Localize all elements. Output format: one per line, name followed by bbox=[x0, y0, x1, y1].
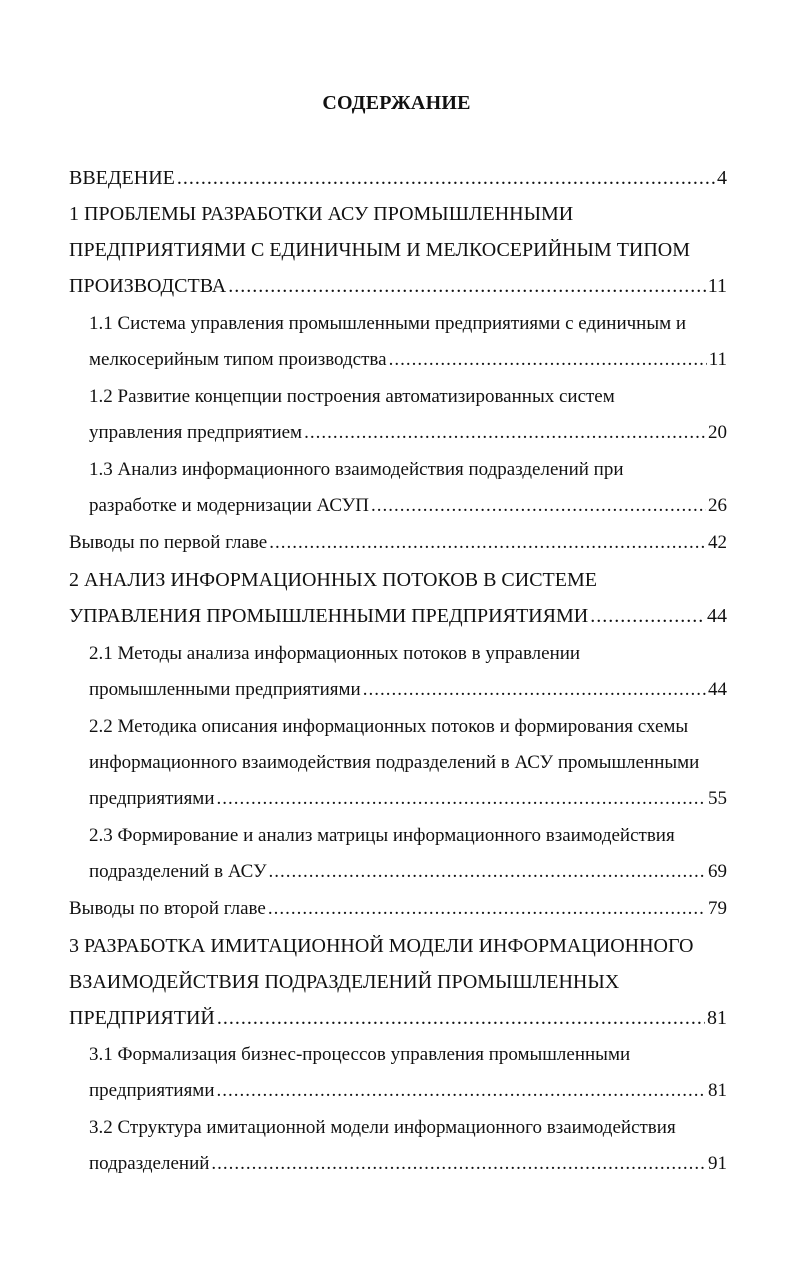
dot-leader bbox=[304, 415, 706, 451]
toc-entry-text: 2.3 Формирование и анализ матрицы информационного взаимодействия bbox=[89, 825, 675, 846]
toc-page-number: 11 bbox=[708, 349, 727, 370]
toc-entry-text: 1 ПРОБЛЕМЫ РАЗРАБОТКИ АСУ ПРОМЫШЛЕННЫМИ bbox=[69, 203, 574, 225]
toc-entry-text: 3 РАЗРАБОТКА ИМИТАЦИОННОЙ МОДЕЛИ ИНФОРМАЦИОННОГО bbox=[69, 935, 694, 957]
toc-entry-text: Выводы по первой главе bbox=[69, 532, 268, 553]
toc-entry-text: предприятиями bbox=[89, 788, 215, 809]
toc-entry-text: ВВЕДЕНИЕ bbox=[69, 167, 175, 189]
toc-entry-text: ПРЕДПРИЯТИЯМИ С ЕДИНИЧНЫМ И МЕЛКОСЕРИЙНЫМ ТИПОМ bbox=[69, 239, 691, 261]
toc-entry-section-1-3-line-2[interactable] bbox=[89, 488, 727, 524]
toc-entry-text: подразделений bbox=[89, 1153, 210, 1174]
toc-entry-section-2-1-line-1[interactable] bbox=[89, 636, 727, 672]
toc-entry-section-2-3-line-1[interactable] bbox=[89, 818, 727, 854]
toc-entry-section-1-1-line-1[interactable] bbox=[89, 306, 727, 342]
dot-leader bbox=[269, 854, 706, 890]
toc-page-number: 20 bbox=[708, 422, 727, 443]
toc-entry-conclusions-2[interactable] bbox=[69, 891, 727, 927]
dot-leader bbox=[268, 891, 706, 927]
toc-entry-text: ВЗАИМОДЕЙСТВИЯ ПОДРАЗДЕЛЕНИЙ ПРОМЫШЛЕННЫХ bbox=[69, 971, 620, 993]
toc-entry-text: 3.1 Формализация бизнес-процессов управления промышленными bbox=[89, 1044, 631, 1065]
toc-entry-text: 2.1 Методы анализа информационных потоков в управлении bbox=[89, 643, 581, 664]
toc-entry-text: разработке и модернизации АСУП bbox=[89, 495, 369, 516]
toc-entry-section-1-2-line-1[interactable] bbox=[89, 379, 727, 415]
toc-entry-text: ПРОИЗВОДСТВА bbox=[69, 275, 227, 297]
toc-entry-text: 1.2 Развитие концепции построения автоматизированных систем bbox=[89, 386, 615, 407]
toc-entry-section-2-1-line-2[interactable] bbox=[89, 672, 727, 708]
toc-entry-text: мелкосерийным типом производства bbox=[89, 349, 387, 370]
toc-entry-conclusions-1[interactable] bbox=[69, 525, 727, 561]
toc-page-number: 44 bbox=[707, 605, 727, 627]
toc-entry-chapter-2-line-1[interactable] bbox=[69, 562, 727, 598]
dot-leader bbox=[590, 598, 705, 634]
toc-page-number: 91 bbox=[708, 1153, 727, 1174]
dot-leader bbox=[228, 268, 706, 304]
toc-entry-text: 3.2 Структура имитационной модели информационного взаимодействия bbox=[89, 1117, 676, 1138]
dot-leader bbox=[389, 342, 707, 378]
toc-entry-section-1-2-line-2[interactable] bbox=[89, 415, 727, 451]
toc-entry-chapter-3-line-2[interactable] bbox=[69, 964, 727, 1000]
dot-leader bbox=[269, 525, 706, 561]
toc-entry-chapter-2-line-2[interactable] bbox=[69, 598, 727, 634]
dot-leader bbox=[177, 160, 715, 196]
dot-leader bbox=[217, 781, 707, 817]
toc-entry-chapter-3-line-3[interactable] bbox=[69, 1000, 727, 1036]
toc-entry-text: 1.1 Система управления промышленными предприятиями с единичным и bbox=[89, 313, 687, 334]
toc-entry-text: 2 АНАЛИЗ ИНФОРМАЦИОННЫХ ПОТОКОВ В СИСТЕМЕ bbox=[69, 569, 597, 591]
page-title: СОДЕРЖАНИЕ bbox=[322, 92, 471, 114]
toc-entry-text: УПРАВЛЕНИЯ ПРОМЫШЛЕННЫМИ ПРЕДПРИЯТИЯМИ bbox=[69, 605, 589, 627]
toc-entry-chapter-1-line-2[interactable] bbox=[69, 232, 727, 268]
toc-entry-text: 1.3 Анализ информационного взаимодействия подразделений при bbox=[89, 459, 624, 480]
toc-page-number: 81 bbox=[707, 1007, 727, 1029]
toc-page-number: 69 bbox=[708, 861, 727, 882]
toc-page-number: 26 bbox=[708, 495, 727, 516]
toc-entry-introduction[interactable] bbox=[69, 160, 727, 196]
toc-page-number: 55 bbox=[708, 788, 727, 809]
toc-entry-section-1-3-line-1[interactable] bbox=[89, 452, 727, 488]
toc-entry-chapter-1-line-1[interactable] bbox=[69, 196, 727, 232]
toc-entry-text: информационного взаимодействия подразделений в АСУ промышленными bbox=[89, 752, 700, 773]
toc-entry-section-1-1-line-2[interactable] bbox=[89, 342, 727, 378]
toc-entry-section-2-2-line-3[interactable] bbox=[89, 781, 727, 817]
toc-entry-section-3-2-line-1[interactable] bbox=[89, 1110, 727, 1146]
toc-entry-text: управления предприятием bbox=[89, 422, 303, 443]
toc-entry-section-3-1-line-1[interactable] bbox=[89, 1037, 727, 1073]
toc-page-number: 11 bbox=[707, 275, 727, 297]
dot-leader bbox=[217, 1073, 707, 1109]
toc-entry-chapter-1-line-3[interactable] bbox=[69, 268, 727, 304]
toc-page-number: 79 bbox=[708, 898, 727, 919]
toc-entry-section-3-1-line-2[interactable] bbox=[89, 1073, 727, 1109]
toc-entry-section-2-2-line-1[interactable] bbox=[89, 709, 727, 745]
toc-entry-text: 2.2 Методика описания информационных потоков и формирования схемы bbox=[89, 716, 689, 737]
toc-entry-section-2-3-line-2[interactable] bbox=[89, 854, 727, 890]
toc-entry-chapter-3-line-1[interactable] bbox=[69, 928, 727, 964]
toc-page-number: 44 bbox=[708, 679, 727, 700]
toc-entry-text: ПРЕДПРИЯТИЙ bbox=[69, 1007, 215, 1029]
toc-entry-section-3-2-line-2[interactable] bbox=[89, 1146, 727, 1182]
toc-page-number: 4 bbox=[717, 167, 727, 189]
dot-leader bbox=[363, 672, 706, 708]
toc-page-number: 42 bbox=[708, 532, 727, 553]
toc-entry-text: подразделений в АСУ bbox=[89, 861, 267, 882]
toc-entry-section-2-2-line-2[interactable] bbox=[89, 745, 727, 781]
toc-entry-text: промышленными предприятиями bbox=[89, 679, 361, 700]
toc-entry-text: Выводы по второй главе bbox=[69, 898, 266, 919]
dot-leader bbox=[211, 1146, 706, 1182]
toc-entry-text: предприятиями bbox=[89, 1080, 215, 1101]
dot-leader bbox=[371, 488, 706, 524]
dot-leader bbox=[217, 1000, 705, 1036]
toc-page-number: 81 bbox=[708, 1080, 727, 1101]
